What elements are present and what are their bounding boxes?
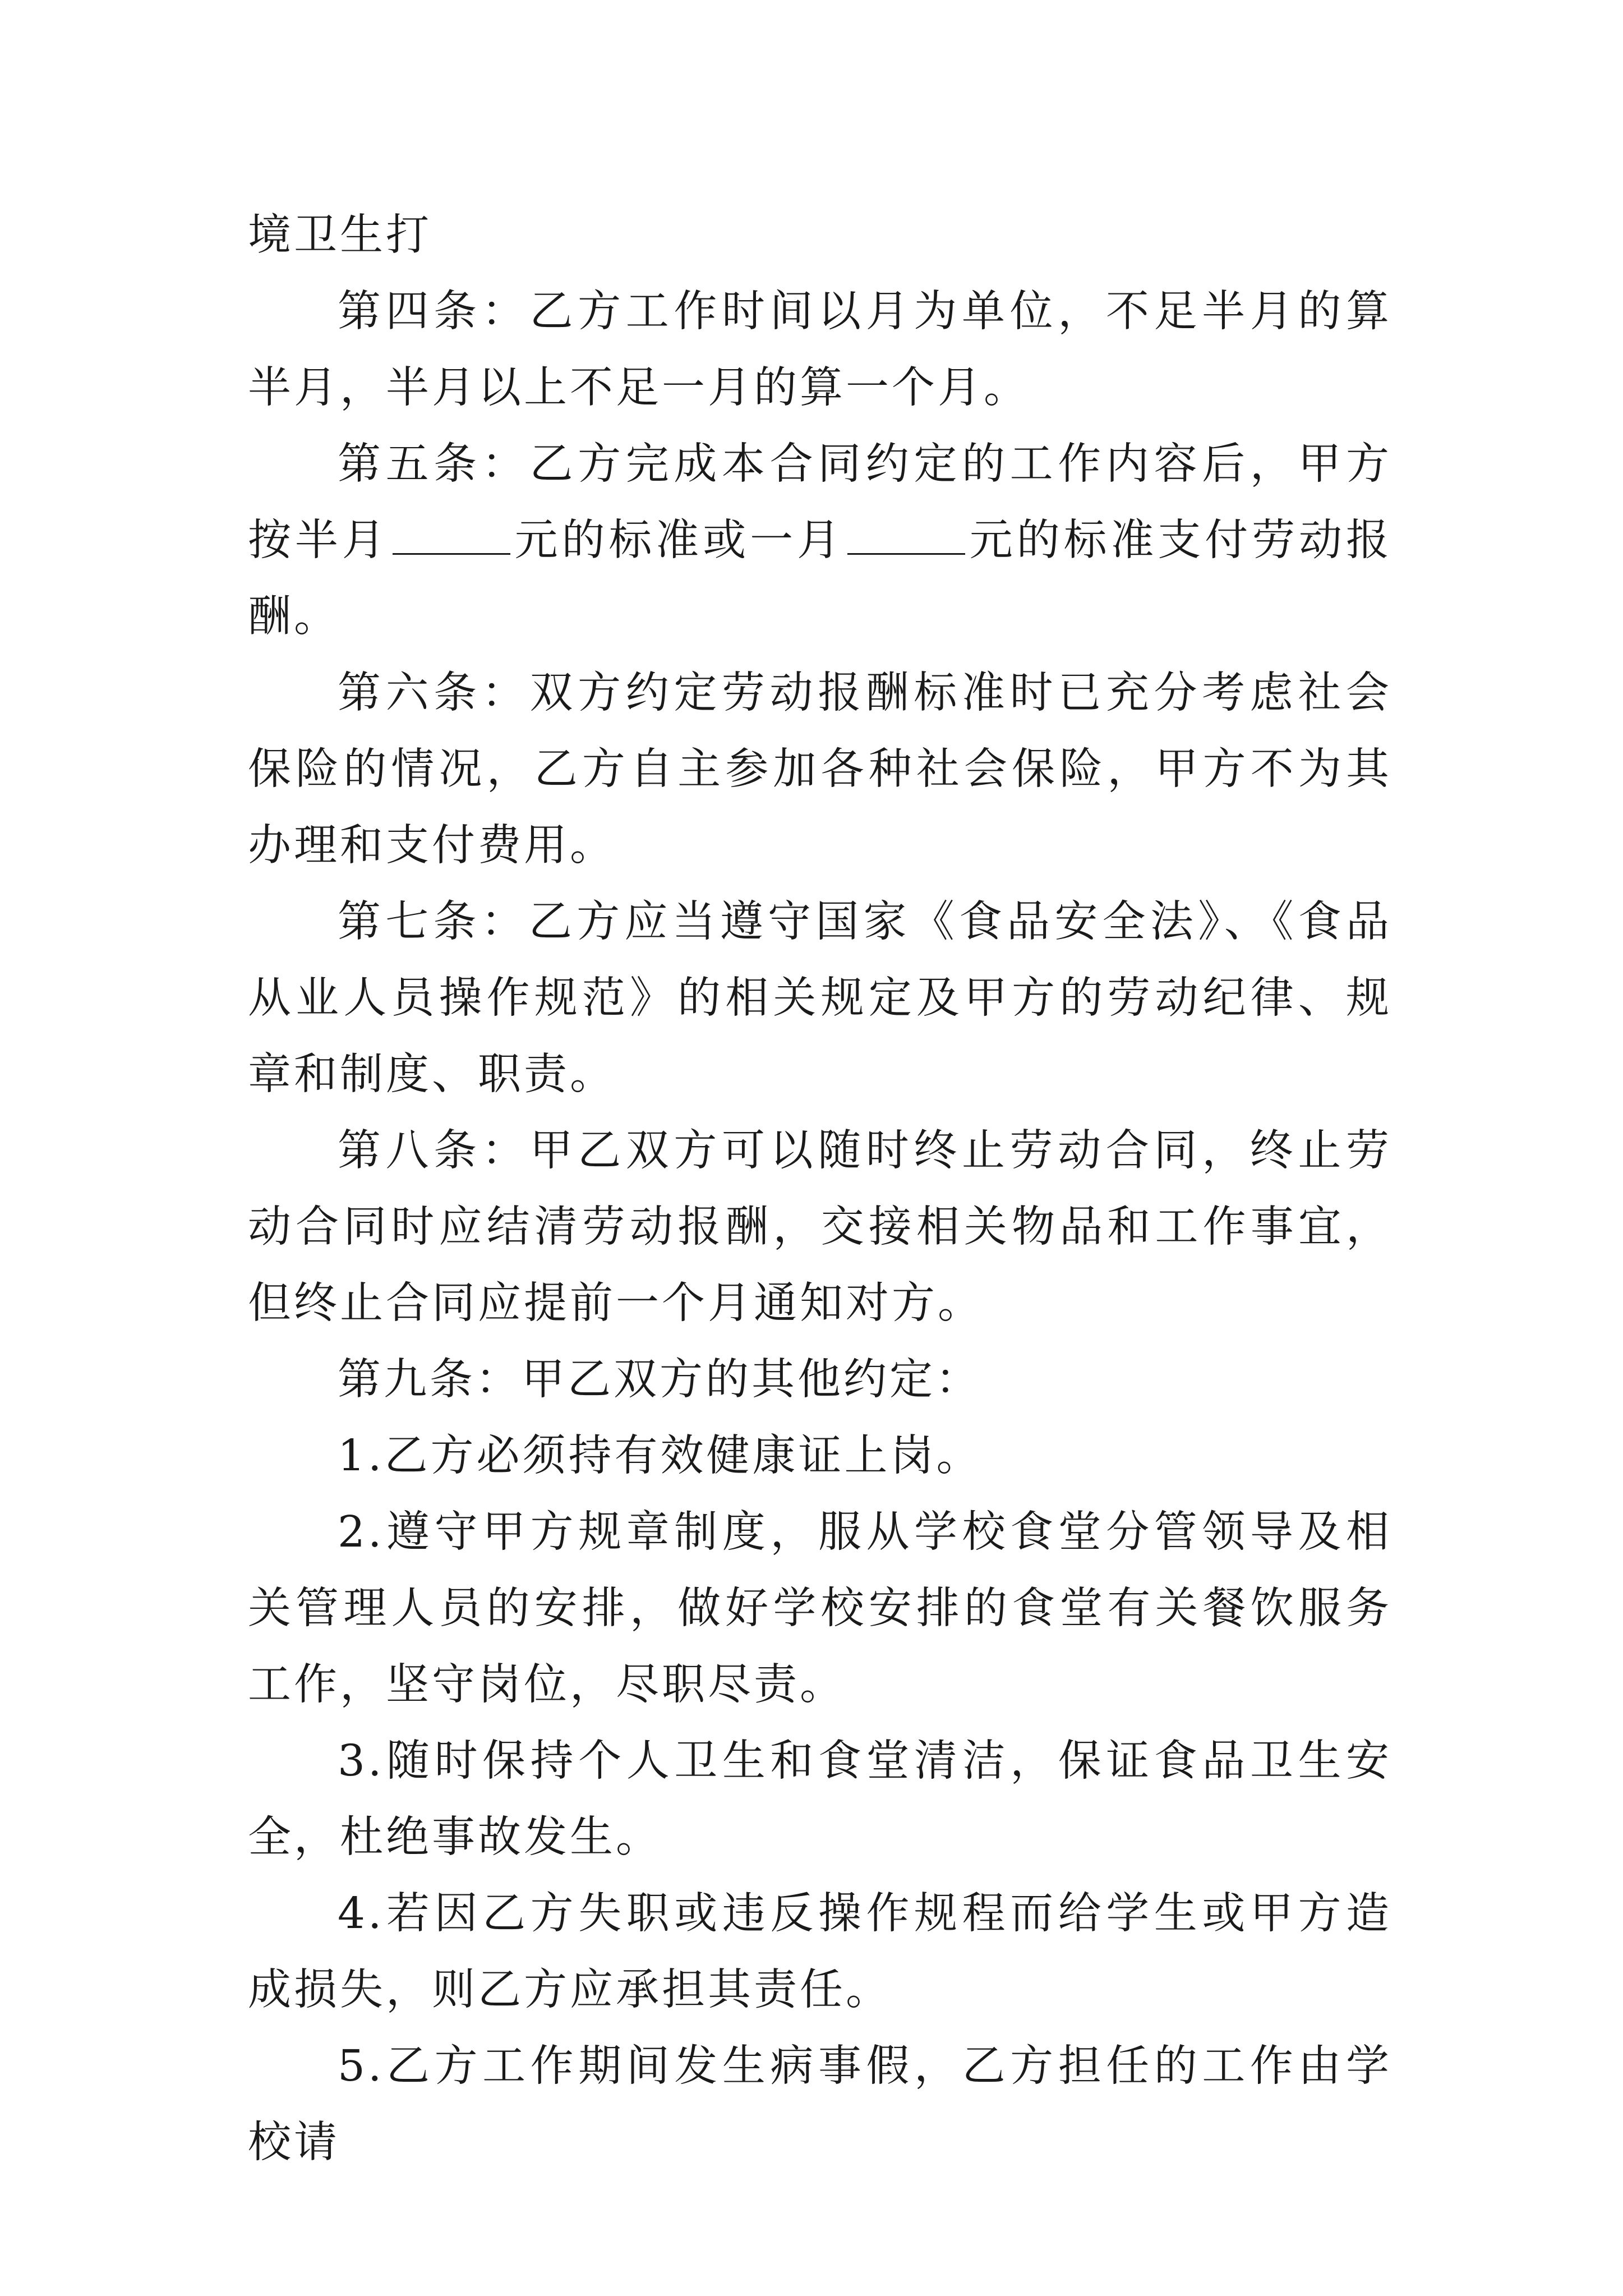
half-month-amount-blank — [393, 514, 510, 555]
article-9-item-5: 5.乙方工作期间发生病事假，乙方担任的工作由学校请 — [248, 2041, 1392, 2168]
article-9-item-3: 3.随时保持个人卫生和食堂清洁，保证食品卫生安全，杜绝事故发生。 — [248, 1736, 1392, 1862]
article-6: 第六条：双方约定劳动报酬标准时已充分考虑社会保险的情况，乙方自主参加各种社会保险，甲方不为其办理和支付费用。 — [248, 668, 1392, 871]
article-9-item-1: 1.乙方必须持有效健康证上岗。 — [338, 1431, 983, 1481]
article-4: 第四条：乙方工作时间以月为单位，不足半月的算半月，半月以上不足一月的算一个月。 — [248, 287, 1392, 413]
article-7: 第七条：乙方应当遵守国家《食品安全法》、《食品从业人员操作规范》的相关规定及甲方的劳动纪律、规章和制度、职责。 — [248, 897, 1392, 1099]
article-9: 第九条：甲乙双方的其他约定： — [338, 1355, 981, 1405]
article-8: 第八条：甲乙双方可以随时终止劳动合同，终止劳动合同时应结清劳动报酬，交接相关物品和工作事宜，但终止合同应提前一个月通知对方。 — [248, 1126, 1392, 1328]
article-5-text-after: 元的标准支付劳动报酬。 — [248, 516, 1393, 642]
article-5-text-before: 第五条：乙方完成本合同约定的工作内容后，甲方按半月 — [248, 439, 1392, 565]
article-9-item-4: 4.若因乙方失职或违反操作规程而给学生或甲方造成损失，则乙方应承担其责任。 — [248, 1889, 1392, 2015]
document-body — [248, 197, 1392, 2181]
month-amount-blank — [847, 514, 965, 555]
article-5 — [248, 426, 1392, 655]
paragraph-continuation: 境卫生打 — [248, 210, 432, 260]
article-5-text-middle: 元的标准或一月 — [513, 516, 844, 565]
article-9-item-2: 2.遵守甲方规章制度，服从学校食堂分管领导及相关管理人员的安排，做好学校安排的食堂有关餐饮服务工作，坚守岗位，尽职尽责。 — [248, 1507, 1392, 1710]
